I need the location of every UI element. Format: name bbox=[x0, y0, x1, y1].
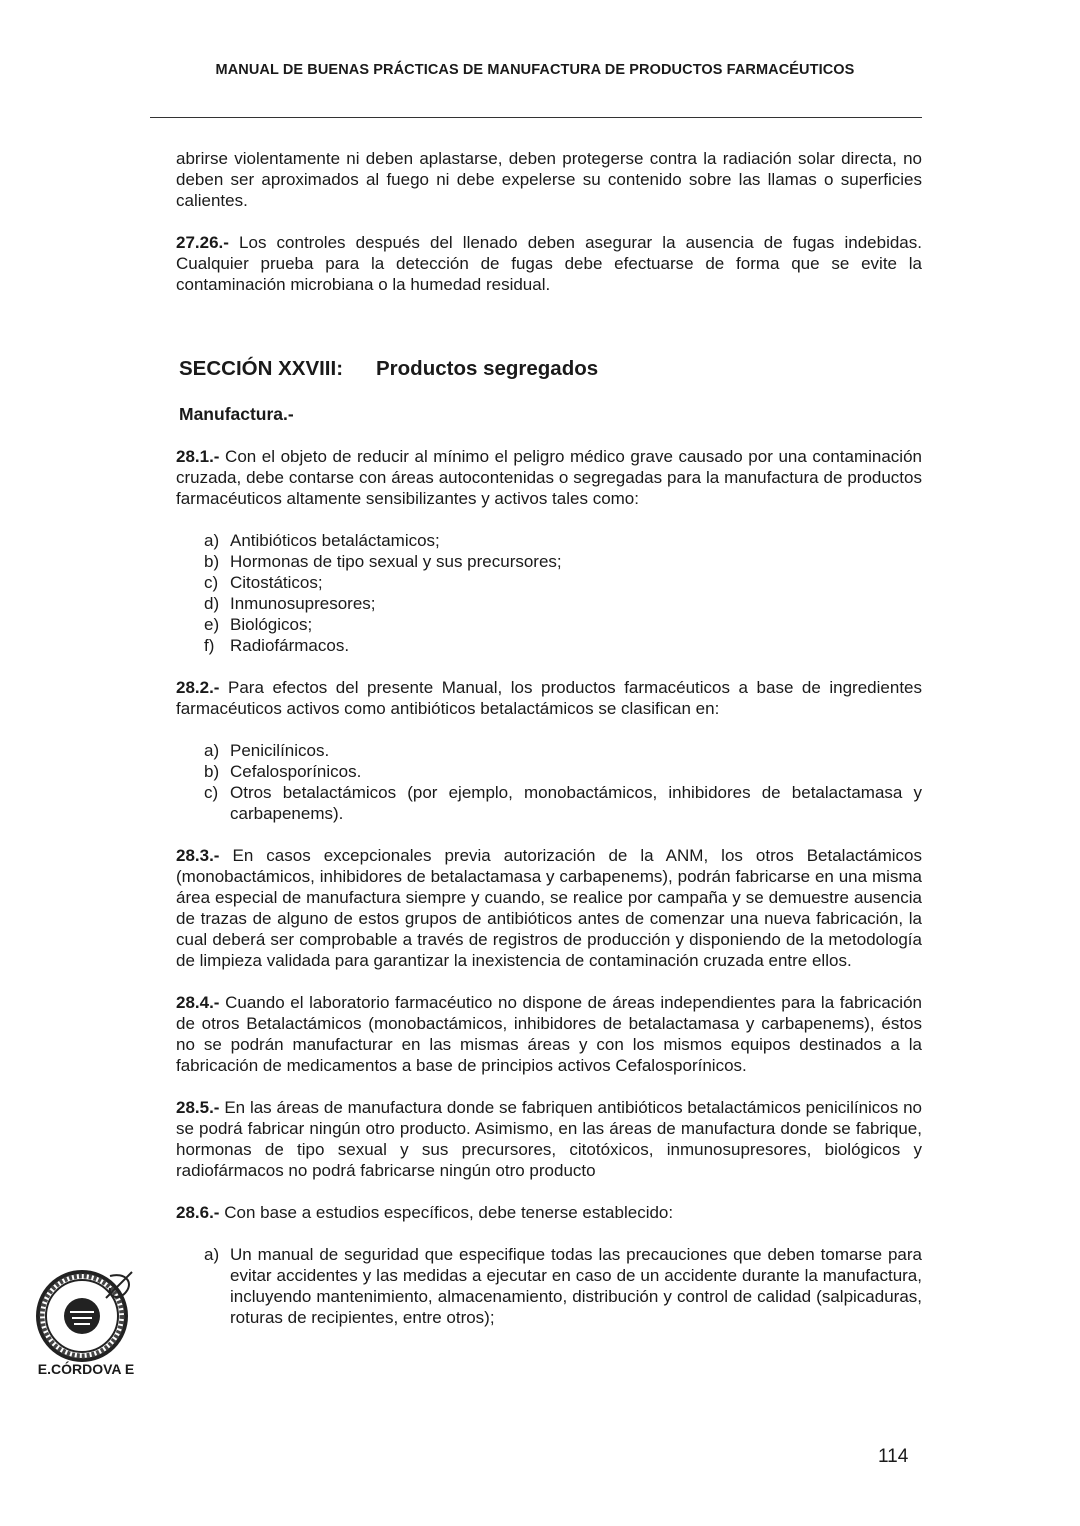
paragraph-number: 28.4.- bbox=[176, 993, 220, 1012]
list-28-6 bbox=[176, 1244, 922, 1328]
paragraph-28-4 bbox=[176, 992, 922, 1076]
list-item-text: Biológicos; bbox=[230, 615, 313, 634]
paragraph-27-26 bbox=[176, 232, 922, 295]
page-number: 114 bbox=[878, 1446, 909, 1467]
paragraph-28-2 bbox=[176, 677, 922, 719]
list-item-label: d) bbox=[204, 594, 220, 613]
paragraph-number: 28.5.- bbox=[176, 1098, 220, 1117]
page-content bbox=[176, 148, 922, 1328]
paragraph-number: 28.1.- bbox=[176, 447, 220, 466]
intro-paragraph: abrirse violentamente ni deben aplastarse, deben protegerse contra la radiación solar directa, no deben ser aproximados al fuego ni debe expelerse su contenido sobre las llamas o superficies calientes. bbox=[176, 149, 922, 210]
list-item-text: Inmunosupresores; bbox=[230, 594, 376, 613]
paragraph-text: Con el objeto de reducir al mínimo el peligro médico grave causado por una contaminación cruzada, debe contarse con áreas autocontenidas o segregadas para la manufactura de productos farmacéuticos altamente sensibilizantes y activos tales como: bbox=[176, 447, 922, 508]
list-item bbox=[204, 635, 922, 656]
list-item-text: Otros betalactámicos (por ejemplo, monobactámicos, inhibidores de betalactamasa y carbapenems). bbox=[230, 783, 922, 823]
header-divider bbox=[150, 117, 922, 118]
list-item bbox=[204, 782, 922, 824]
subheading-manufactura: Manufactura.- bbox=[179, 404, 294, 424]
list-item-label: a) bbox=[204, 741, 220, 760]
seal-caption: E.CÓRDOVA E bbox=[37, 1361, 135, 1377]
list-item-text: Cefalosporínicos. bbox=[230, 762, 362, 781]
section-number: SECCIÓN XXVIII: bbox=[179, 357, 344, 380]
list-item-text: Hormonas de tipo sexual y sus precursores; bbox=[230, 552, 562, 571]
paragraph-28-6 bbox=[176, 1202, 922, 1223]
paragraph-number: 28.3.- bbox=[176, 846, 220, 865]
paragraph-text: Cuando el laboratorio farmacéutico no dispone de áreas independientes para la fabricación de otros Betalactámicos (monobactámicos, inhibidores de betalactamasa y carbapenems), éstos no se podrán manufacturar en las mismas áreas y con los mismos equipos destinados a la fabricación de medicamentos a base de principios activos Cefalosporínicos. bbox=[176, 993, 922, 1075]
list-item-label: b) bbox=[204, 762, 220, 781]
paragraph-text: Para efectos del presente Manual, los productos farmacéuticos a base de ingredientes farmacéuticos activos como antibióticos betalactámicos se clasifican en: bbox=[176, 678, 922, 718]
list-item bbox=[204, 572, 922, 593]
list-item bbox=[204, 530, 922, 551]
paragraph-number: 27.26.- bbox=[176, 233, 229, 252]
list-item bbox=[204, 740, 922, 761]
list-item-text: Penicilínicos. bbox=[230, 741, 330, 760]
paragraph-28-3 bbox=[176, 845, 922, 971]
paragraph-text: En casos excepcionales previa autorización de la ANM, los otros Betalactámicos (monobactámicos, inhibidores de betalactamasa y carbapenems), podrán fabricarse en una misma área especial de manufactura siempre y cuando, se realice por campaña y se demuestre ausencia de trazas de alguno de estos grupos de antibióticos antes de comenzar una nueva fabricación, la cual deberá ser comprobable a través de registros de producción y disponiendo de la metodología de limpieza validada para garantizar la inexistencia de contaminación cruzada entre ellos. bbox=[176, 846, 922, 970]
list-28-1 bbox=[176, 530, 922, 656]
list-item bbox=[204, 614, 922, 635]
list-item bbox=[204, 593, 922, 614]
list-item-label: a) bbox=[204, 531, 220, 550]
section-heading bbox=[179, 357, 922, 381]
list-item-label: e) bbox=[204, 615, 220, 634]
list-item-label: f) bbox=[204, 636, 215, 655]
paragraph-text: Con base a estudios específicos, debe tenerse establecido: bbox=[219, 1203, 674, 1222]
list-item-label: a) bbox=[204, 1245, 220, 1264]
list-item-text: Radiofármacos. bbox=[230, 636, 350, 655]
paragraph-number: 28.6.- bbox=[176, 1203, 220, 1222]
list-item-label: b) bbox=[204, 552, 220, 571]
list-item bbox=[204, 551, 922, 572]
list-item-text: Un manual de seguridad que especifique todas las precauciones que deben tomarse para evitar accidentes y las medidas a ejecutar en caso de un accidente durante la manufactura, incluyendo mantenimiento, almacenamiento, distribución y control de calidad (salpicaduras, roturas de recipientes, entre otros); bbox=[230, 1245, 922, 1327]
paragraph-28-1 bbox=[176, 446, 922, 509]
paragraph-text: En las áreas de manufactura donde se fabriquen antibióticos betalactámicos penicilínicos no se podrá fabricar ningún otro producto. Asimismo, en las áreas de manufactura donde se fabrique, hormonas de tipo sexual y sus precursores, citotóxicos, inmunosupresores, biológicos y radiofármacos no podrá fabricarse ningún otro producto bbox=[176, 1098, 922, 1180]
paragraph-28-5 bbox=[176, 1097, 922, 1181]
list-item-label: c) bbox=[204, 783, 219, 802]
paragraph-number: 28.2.- bbox=[176, 678, 220, 697]
list-item-text: Antibióticos betaláctamicos; bbox=[230, 531, 440, 550]
seal-icon bbox=[30, 1268, 140, 1368]
list-item-text: Citostáticos; bbox=[230, 573, 323, 592]
document-header: MANUAL DE BUENAS PRÁCTICAS DE MANUFACTURA DE PRODUCTOS FARMACÉUTICOS bbox=[215, 62, 855, 78]
list-item bbox=[204, 761, 922, 782]
paragraph-text: Los controles después del llenado deben asegurar la ausencia de fugas indebidas. Cualquier prueba para la detección de fugas debe efectuarse de forma que se evite la contaminación microbiana o la humedad residual. bbox=[176, 233, 922, 294]
section-title: Productos segregados bbox=[376, 357, 599, 380]
list-item bbox=[204, 1244, 922, 1328]
list-28-2 bbox=[176, 740, 922, 824]
list-item-label: c) bbox=[204, 573, 219, 592]
